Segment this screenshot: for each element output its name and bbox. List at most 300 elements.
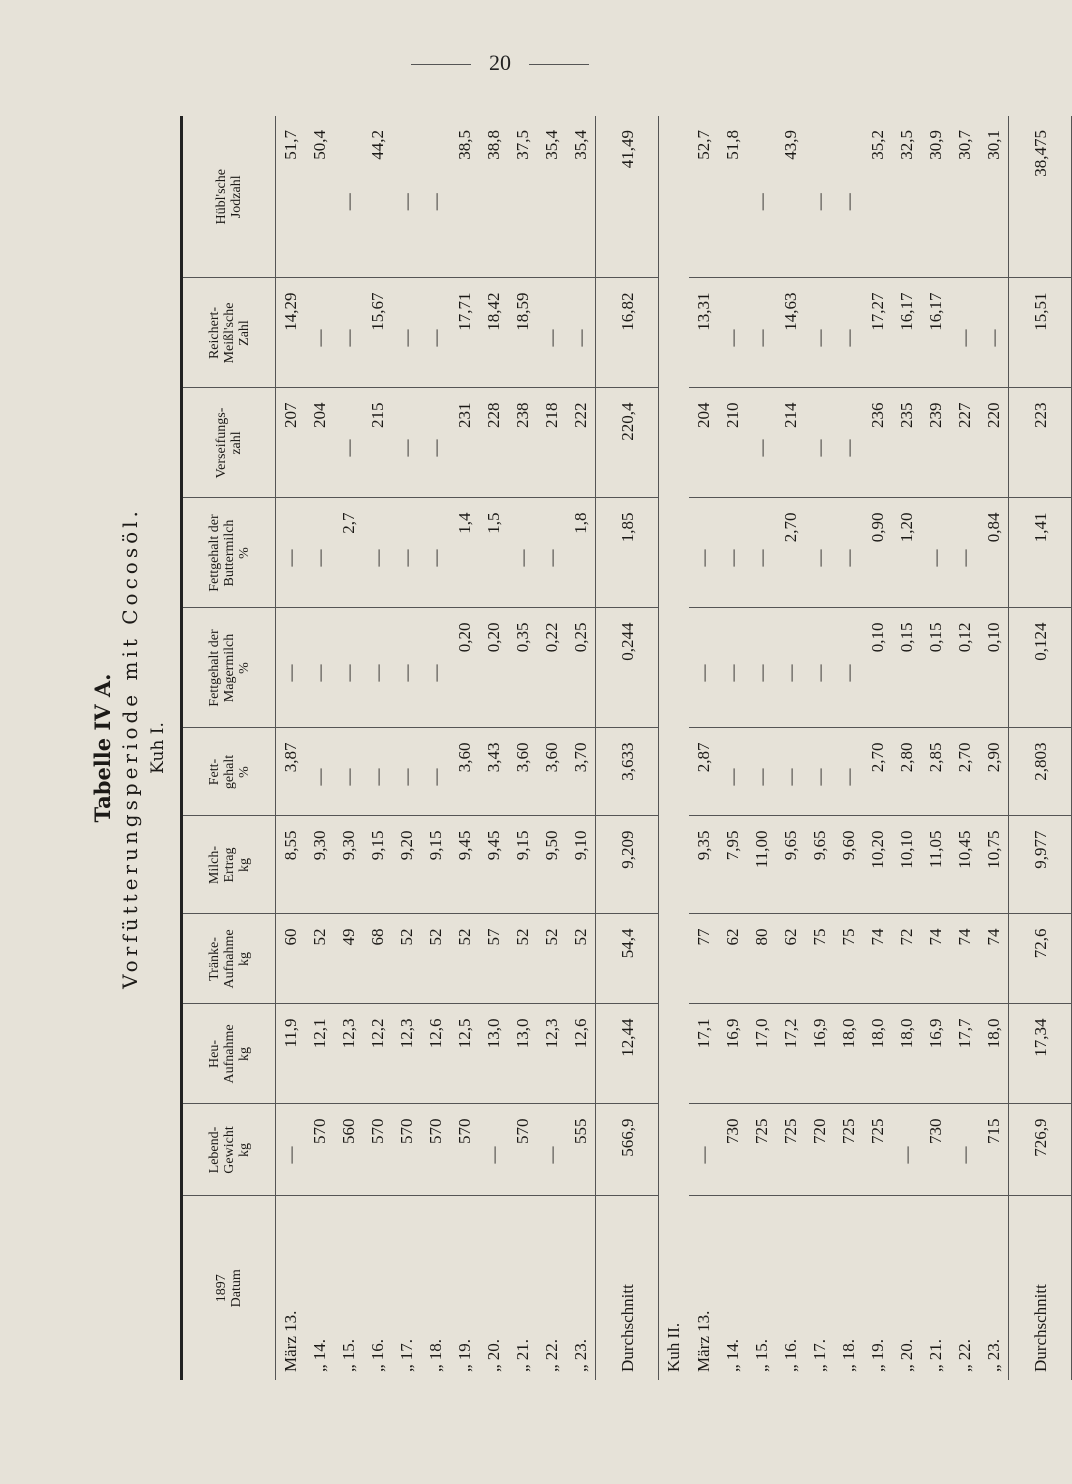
avg-milch: 9,977 [1009,816,1072,914]
cell-fett: 2,70 [863,728,892,816]
cell-weight: 725 [834,1104,863,1196]
rotated-table-area [90,116,1050,1380]
cell-vers: 204 [305,388,334,498]
cell-heu: 17,2 [776,1004,805,1104]
cell-milch: 9,65 [776,816,805,914]
cell-hubl: — [747,116,776,278]
cell-butter: — [950,498,979,608]
cell-mager: — [747,608,776,728]
cell-date: „ 14. [310,1338,329,1372]
cell-fett: — [334,728,363,816]
cell-milch: 7,95 [718,816,747,914]
cell-date: „ 20. [897,1338,916,1372]
cell-date: „ 20. [484,1338,503,1372]
cow-1-row [479,116,508,1380]
cell-fett: 3,87 [276,728,306,816]
cell-vers: 228 [479,388,508,498]
cell-weight: 725 [776,1104,805,1196]
cell-weight: 730 [718,1104,747,1196]
col-header-mager: Fettgehalt der Magermilch % [183,608,276,728]
avg-vers: 223 [1009,388,1072,498]
cell-date: „ 23. [571,1338,590,1372]
cell-butter: — [689,498,718,608]
cell-mager: — [805,608,834,728]
cell-milch: 9,10 [566,816,596,914]
cell-vers: 236 [863,388,892,498]
cell-heu: 18,0 [892,1004,921,1104]
avg-traenke: 54,4 [596,914,659,1004]
cell-traenke: 74 [863,914,892,1004]
cell-reichert: — [305,278,334,388]
cell-heu: 16,9 [805,1004,834,1104]
col-header-date: 1897 Datum [183,1196,276,1380]
cell-traenke: 52 [450,914,479,1004]
cell-reichert: — [421,278,450,388]
cell-butter: — [421,498,450,608]
cell-mager: 0,10 [979,608,1009,728]
cell-vers: 227 [950,388,979,498]
cell-mager: 0,15 [921,608,950,728]
cow-1-row [508,116,537,1380]
cell-mager: — [392,608,421,728]
cell-weight: 730 [921,1104,950,1196]
cell-mager: — [305,608,334,728]
cell-fett: — [718,728,747,816]
cell-date: „ 19. [868,1338,887,1372]
cell-date: „ 21. [513,1338,532,1372]
col-header-heu: Heu- Aufnahme kg [183,1004,276,1104]
cow-2-row [689,116,718,1380]
cow-2-row [979,116,1009,1380]
cow-2-row [950,116,979,1380]
cell-traenke: 62 [718,914,747,1004]
cell-hubl: 30,7 [950,116,979,278]
cell-reichert: — [718,278,747,388]
avg-weight: 566,9 [596,1104,659,1196]
cell-milch: 11,05 [921,816,950,914]
cell-hubl: — [834,116,863,278]
cell-vers: 239 [921,388,950,498]
cell-reichert: — [566,278,596,388]
cell-traenke: 80 [747,914,776,1004]
avg-hubl: 38,475 [1009,116,1072,278]
cell-weight: 570 [392,1104,421,1196]
cell-milch: 9,30 [334,816,363,914]
cell-date: „ 17. [810,1338,829,1372]
cell-mager: — [276,608,306,728]
cell-mager: 0,10 [863,608,892,728]
col-header-milch: Milch- Ertrag kg [183,816,276,914]
cell-milch: 10,20 [863,816,892,914]
cell-traenke: 74 [950,914,979,1004]
cell-vers: 231 [450,388,479,498]
cell-milch: 9,15 [421,816,450,914]
cell-butter: — [805,498,834,608]
cell-heu: 12,6 [566,1004,596,1104]
cell-butter: 1,5 [479,498,508,608]
cell-butter: 2,70 [776,498,805,608]
cell-milch: 9,35 [689,816,718,914]
data-table [183,116,1072,1380]
cow-1-row [363,116,392,1380]
cow-2-label: Kuh II. [664,1322,683,1372]
cell-milch: 11,00 [747,816,776,914]
cell-weight: — [537,1104,566,1196]
avg-traenke: 72,6 [1009,914,1072,1004]
avg-milch: 9,209 [596,816,659,914]
cell-hubl: 30,1 [979,116,1009,278]
page-number: 20 [0,50,1000,76]
cell-fett: — [834,728,863,816]
col-header-hubl: Hübl'sche Jodzahl [183,116,276,278]
cell-butter: — [747,498,776,608]
cow-2-row [892,116,921,1380]
cell-milch: 9,65 [805,816,834,914]
avg-reichert: 15,51 [1009,278,1072,388]
cell-vers: 235 [892,388,921,498]
cell-fett: — [392,728,421,816]
avg-butter: 1,41 [1009,498,1072,608]
cell-fett: — [805,728,834,816]
cow-2-row [776,116,805,1380]
cell-mager: 0,20 [479,608,508,728]
cell-heu: 12,1 [305,1004,334,1104]
avg-date: Durchschnitt [1009,1196,1072,1380]
cell-butter: — [508,498,537,608]
cell-vers: 222 [566,388,596,498]
cell-hubl: 51,7 [276,116,306,278]
cell-reichert: 17,27 [863,278,892,388]
cell-weight: 725 [747,1104,776,1196]
cell-reichert: 18,42 [479,278,508,388]
col-header-weight: Lebend- Gewicht kg [183,1104,276,1196]
cell-fett: 2,85 [921,728,950,816]
col-header-butter: Fettgehalt der Buttermilch % [183,498,276,608]
table-title: Tabelle IV A. [90,673,115,823]
cell-date: „ 16. [781,1338,800,1372]
cell-fett: 2,87 [689,728,718,816]
cell-reichert: — [537,278,566,388]
cow-2-row [805,116,834,1380]
cow-1-row [450,116,479,1380]
cell-mager: — [718,608,747,728]
cell-traenke: 49 [334,914,363,1004]
cell-traenke: 52 [392,914,421,1004]
cell-mager: 0,12 [950,608,979,728]
cell-date: „ 15. [752,1338,771,1372]
cell-reichert: — [834,278,863,388]
cell-fett: 2,80 [892,728,921,816]
cell-vers: — [805,388,834,498]
cell-mager: 0,25 [566,608,596,728]
avg-weight: 726,9 [1009,1104,1072,1196]
cell-mager: 0,22 [537,608,566,728]
avg-fett: 2,803 [1009,728,1072,816]
cell-heu: 12,6 [421,1004,450,1104]
cell-vers: — [392,388,421,498]
cell-date: „ 23. [984,1338,1003,1372]
cell-fett: — [305,728,334,816]
cow-2-row [718,116,747,1380]
cell-hubl: — [334,116,363,278]
avg-hubl: 41,49 [596,116,659,278]
cell-mager: 0,15 [892,608,921,728]
cell-reichert: — [747,278,776,388]
col-header-reichert: Reichert- Meißl'sche Zahl [183,278,276,388]
cell-heu: 17,7 [950,1004,979,1104]
avg-mager: 0,124 [1009,608,1072,728]
cell-weight: 715 [979,1104,1009,1196]
cell-butter: — [921,498,950,608]
cow-1-row [566,116,596,1380]
cell-weight: 725 [863,1104,892,1196]
cow-2-label-row [659,116,690,1380]
cell-date: „ 16. [368,1338,387,1372]
cell-mager: — [334,608,363,728]
cell-reichert: 13,31 [689,278,718,388]
cell-milch: 9,15 [363,816,392,914]
cell-heu: 11,9 [276,1004,306,1104]
cell-fett: 3,60 [508,728,537,816]
cell-traenke: 52 [537,914,566,1004]
cell-vers: 214 [776,388,805,498]
cell-date: März 13. [281,1310,300,1372]
cow-2-row [921,116,950,1380]
cell-hubl: — [392,116,421,278]
cell-date: „ 18. [839,1338,858,1372]
cell-weight: — [892,1104,921,1196]
cell-fett: 2,90 [979,728,1009,816]
avg-heu: 12,44 [596,1004,659,1104]
avg-vers: 220,4 [596,388,659,498]
cell-hubl: 35,4 [566,116,596,278]
cell-date: März 13. [694,1310,713,1372]
col-header-fett: Fett- gehalt % [183,728,276,816]
cow-1-row [537,116,566,1380]
cell-reichert: 17,71 [450,278,479,388]
cell-reichert: 16,17 [921,278,950,388]
cell-butter: — [305,498,334,608]
cell-milch: 8,55 [276,816,306,914]
cell-traenke: 52 [421,914,450,1004]
cell-weight: — [950,1104,979,1196]
cell-reichert: 14,63 [776,278,805,388]
cell-date: „ 19. [455,1338,474,1372]
avg-fett: 3,633 [596,728,659,816]
cell-hubl: 52,7 [689,116,718,278]
cell-traenke: 52 [508,914,537,1004]
cell-traenke: 72 [892,914,921,1004]
cell-weight: — [479,1104,508,1196]
cell-reichert: 15,67 [363,278,392,388]
cell-hubl: 35,2 [863,116,892,278]
cell-butter: 0,84 [979,498,1009,608]
cell-reichert: — [805,278,834,388]
cell-traenke: 62 [776,914,805,1004]
cell-date: „ 14. [723,1338,742,1372]
cell-date: „ 17. [397,1338,416,1372]
cell-date: „ 21. [926,1338,945,1372]
cell-heu: 13,0 [508,1004,537,1104]
cow-2-row [863,116,892,1380]
cell-milch: 9,15 [508,816,537,914]
cow-1-row [334,116,363,1380]
cell-butter: — [718,498,747,608]
cell-date: „ 22. [955,1338,974,1372]
cell-vers: — [747,388,776,498]
cell-heu: 12,5 [450,1004,479,1104]
cell-hubl: — [805,116,834,278]
cell-vers: 215 [363,388,392,498]
cell-heu: 16,9 [921,1004,950,1104]
cell-date: „ 22. [542,1338,561,1372]
cell-fett: 3,43 [479,728,508,816]
cell-weight: 570 [305,1104,334,1196]
cell-reichert: — [334,278,363,388]
cell-mager: — [776,608,805,728]
cow-1-row [421,116,450,1380]
cell-mager: — [421,608,450,728]
cell-fett: — [747,728,776,816]
cell-heu: 18,0 [834,1004,863,1104]
cell-mager: 0,35 [508,608,537,728]
cow-1-row [276,116,306,1380]
cell-hubl: 38,8 [479,116,508,278]
cell-butter: 1,8 [566,498,596,608]
cell-reichert: — [950,278,979,388]
cell-butter: 0,90 [863,498,892,608]
cell-reichert: 16,17 [892,278,921,388]
cell-traenke: 75 [805,914,834,1004]
cell-traenke: 52 [566,914,596,1004]
cell-fett: 3,70 [566,728,596,816]
cell-heu: 16,9 [718,1004,747,1104]
cell-fett: — [776,728,805,816]
cell-traenke: 52 [305,914,334,1004]
cell-butter: — [363,498,392,608]
cell-butter: — [537,498,566,608]
cell-heu: 18,0 [863,1004,892,1104]
cell-traenke: 74 [979,914,1009,1004]
cell-milch: 9,45 [479,816,508,914]
average-row [596,116,659,1380]
cell-milch: 9,45 [450,816,479,914]
cell-reichert: — [979,278,1009,388]
avg-butter: 1,85 [596,498,659,608]
cell-traenke: 77 [689,914,718,1004]
cow-1-row [305,116,334,1380]
cell-butter: 1,4 [450,498,479,608]
cell-fett: 3,60 [537,728,566,816]
header-row [183,116,276,1380]
cell-butter: — [392,498,421,608]
cell-vers: 210 [718,388,747,498]
cell-date: „ 15. [339,1338,358,1372]
cell-mager: 0,20 [450,608,479,728]
cell-weight: 720 [805,1104,834,1196]
cell-fett: 3,60 [450,728,479,816]
cow-1-row [392,116,421,1380]
cell-milch: 9,50 [537,816,566,914]
cell-weight: 570 [450,1104,479,1196]
cell-traenke: 57 [479,914,508,1004]
cell-fett: — [421,728,450,816]
cell-heu: 13,0 [479,1004,508,1104]
cell-mager: — [363,608,392,728]
avg-mager: 0,244 [596,608,659,728]
cell-vers: 204 [689,388,718,498]
cell-hubl: 50,4 [305,116,334,278]
cell-heu: 17,1 [689,1004,718,1104]
cell-weight: 560 [334,1104,363,1196]
cell-heu: 12,2 [363,1004,392,1104]
cell-weight: — [689,1104,718,1196]
cell-reichert: 18,59 [508,278,537,388]
cell-vers: 220 [979,388,1009,498]
cell-reichert: 14,29 [276,278,306,388]
cell-milch: 9,60 [834,816,863,914]
cell-reichert: — [392,278,421,388]
cell-heu: 17,0 [747,1004,776,1104]
table-subtitle: Vorfütterungsperiode mit Cocosöl. [118,507,142,989]
cell-weight: 570 [363,1104,392,1196]
cell-milch: 9,20 [392,816,421,914]
cell-hubl: 37,5 [508,116,537,278]
cell-weight: 570 [508,1104,537,1196]
cell-hubl: 38,5 [450,116,479,278]
cell-vers: — [834,388,863,498]
cell-vers: 218 [537,388,566,498]
cell-fett: 2,70 [950,728,979,816]
avg-heu: 17,34 [1009,1004,1072,1104]
cell-vers: 238 [508,388,537,498]
cell-weight: 570 [421,1104,450,1196]
cell-vers: — [334,388,363,498]
cell-hubl: 51,8 [718,116,747,278]
cell-traenke: 68 [363,914,392,1004]
cell-milch: 9,30 [305,816,334,914]
cell-traenke: 74 [921,914,950,1004]
cell-hubl: 35,4 [537,116,566,278]
cell-butter: — [276,498,306,608]
cell-milch: 10,10 [892,816,921,914]
cell-heu: 12,3 [334,1004,363,1104]
cell-heu: 18,0 [979,1004,1009,1104]
cell-weight: 555 [566,1104,596,1196]
avg-reichert: 16,82 [596,278,659,388]
cell-hubl: — [421,116,450,278]
cell-traenke: 60 [276,914,306,1004]
cell-hubl: 44,2 [363,116,392,278]
cell-butter: — [834,498,863,608]
cell-hubl: 43,9 [776,116,805,278]
cell-heu: 12,3 [392,1004,421,1104]
cell-mager: — [689,608,718,728]
cell-vers: 207 [276,388,306,498]
avg-date: Durchschnitt [596,1196,659,1380]
cell-heu: 12,3 [537,1004,566,1104]
col-header-vers: Verseifungs- zahl [183,388,276,498]
cell-milch: 10,45 [950,816,979,914]
cell-hubl: 32,5 [892,116,921,278]
cow-2-row [834,116,863,1380]
cell-butter: 2,7 [334,498,363,608]
cow-1-label: Kuh I. [148,722,168,774]
cell-traenke: 75 [834,914,863,1004]
cell-butter: 1,20 [892,498,921,608]
cell-milch: 10,75 [979,816,1009,914]
cell-weight: — [276,1104,306,1196]
